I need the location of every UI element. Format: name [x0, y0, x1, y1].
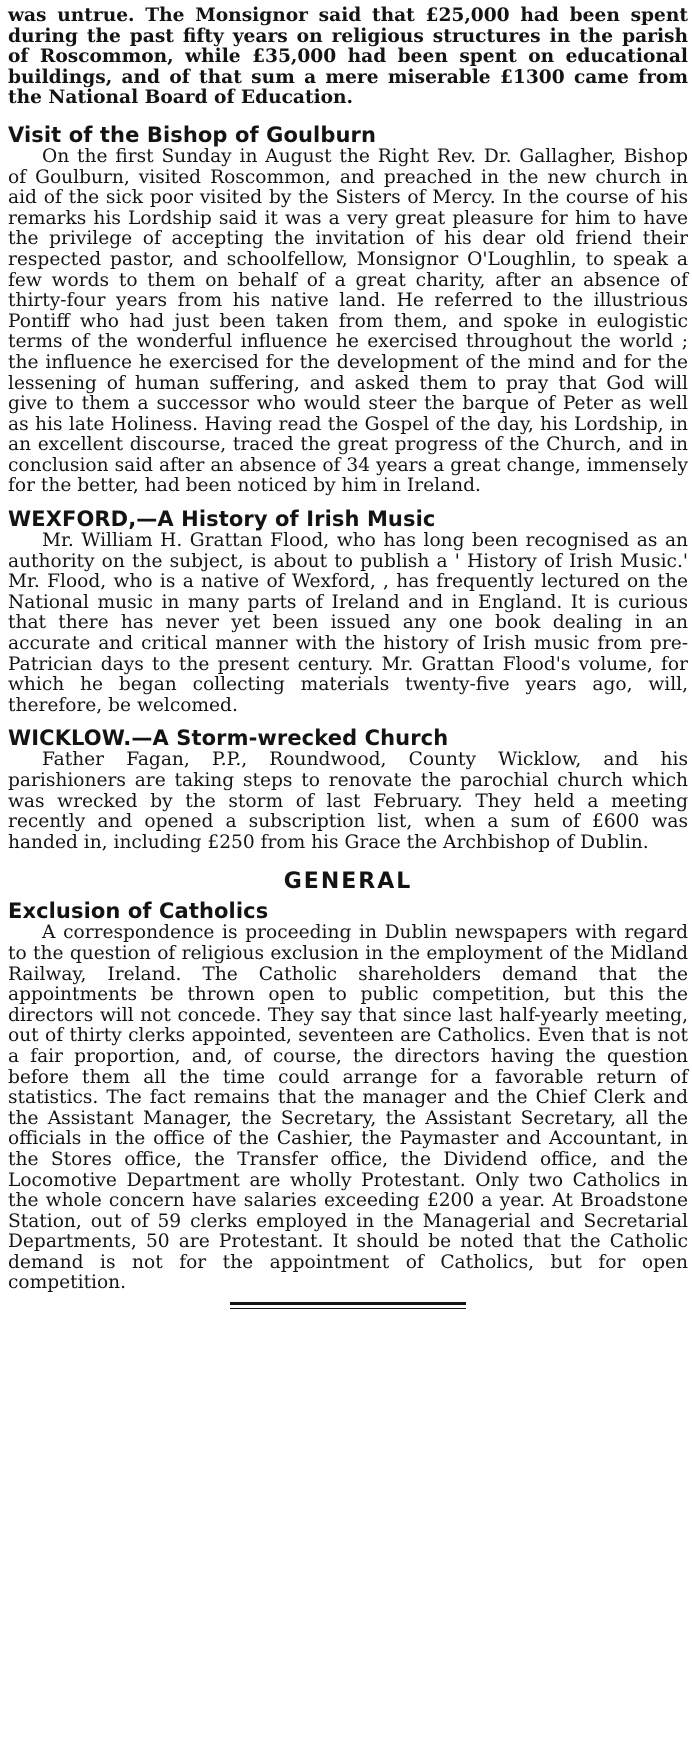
closing-rule: [8, 1302, 688, 1309]
paragraph-bishop-goulburn: On the first Sunday in August the Right Rev. Dr. Gallagher, Bishop of Goulburn, visited Roscommon, and preached in the new church in aid of the sick poor visited by the Sisters of Mercy. In the course of his remarks his Lordship said it was a very great pleasure for him to have the privilege of accepting the invitation of his dear old friend their respected pastor, and schoolfellow, Monsignor O'Loughlin, to speak a few words to them on behalf of a great charity, after an absence of thirty-four years from his native land. He referred to the illustrious Pontiff who had just been taken from them, and spoke in eulogistic terms of the wonderful influence he exercised throughout the world ; the influence he exercised for the development of the mind and for the lessening of human suffering, and asked them to pray that God will give to them a successor who would steer the barque of Peter as well as his late Holiness. Having read the Gospel of the day, his Lordship, in an excellent discourse, traced the great progress of the Church, and in conclusion said after an absence of 34 years a great change, immensely for the better, had been noticed by him in Ireland.: [8, 145, 688, 497]
heading-exclusion-of-catholics: Exclusion of Catholics: [8, 899, 269, 924]
heading-bishop-goulburn: Visit of the Bishop of Goulburn: [8, 122, 377, 147]
closing-rule-thick: [230, 1302, 466, 1305]
paragraph-wexford: Mr. William H. Grattan Flood, who has long been recognised as an authority on the subject, is about to publish a ' History of Irish Music.' Mr. Flood, who is a native of Wexford, , has frequently lectured on the National music in many parts of Ireland and in England. It is curious that there has never yet been issued any one book dealing in an accurate and critical manner with the history of Irish music from pre-Patrician days to the present century. Mr. Grattan Flood's volume, for which he began collecting materials twenty-five years ago, will, therefore, be welcomed.: [8, 530, 688, 716]
paragraph-exclusion-of-catholics: A correspondence is proceeding in Dublin newspapers with regard to the question of religious exclusion in the employment of the Midland Railway, Ireland. The Catholic shareholders demand that the appointments be thrown open to public competition, but this the directors will not concede. They say that since last half-yearly meeting, out of thirty clerks appointed, seventeen are Catholics. Even that is not a fair proportion, and, of course, the directors having the question before them all the time could arrange for a favorable return of statistics. The fact remains that the manager and the Chief Clerk and the Assistant Manager, the Secretary, the Assistant Secretary, all the officials in the office of the Cashier, the Paymaster and Accountant, in the Stores office, the Transfer office, the Dividend office, and the Locomotive Department are wholly Protestant. Only two Catholics in the whole concern have salaries exceeding £200 a year. At Broadstone Station, out of 59 clerks employed in the Managerial and Secretarial Departments, 50 are Protestant. It should be noted that the Catholic demand is not for the appointment of Catholics, but for open competition.: [8, 922, 688, 1294]
heading-general: GENERAL: [283, 869, 413, 895]
intro-paragraph: was untrue. The Monsignor said that £25,000 had been spent during the past fifty years on religious structures in the parish of Roscommon, while £35,000 had been spent on educational buildings, and of that sum a mere miserable £1300 came from the National Board of Education.: [8, 5, 688, 109]
newspaper-page: [8, 0, 688, 1748]
closing-rule-thin: [230, 1308, 466, 1309]
heading-wexford: WEXFORD,—A History of Irish Music: [8, 507, 436, 532]
paragraph-wicklow: Father Fagan, P.P., Roundwood, County Wicklow, and his parishioners are taking steps to renovate the parochial church which was wrecked by the storm of last February. They held a meeting recently and opened a subscription list, when a sum of £600 was handed in, including £250 from his Grace the Archbishop of Dublin.: [8, 749, 688, 853]
heading-wicklow: WICKLOW.—A Storm-wrecked Church: [8, 726, 449, 751]
